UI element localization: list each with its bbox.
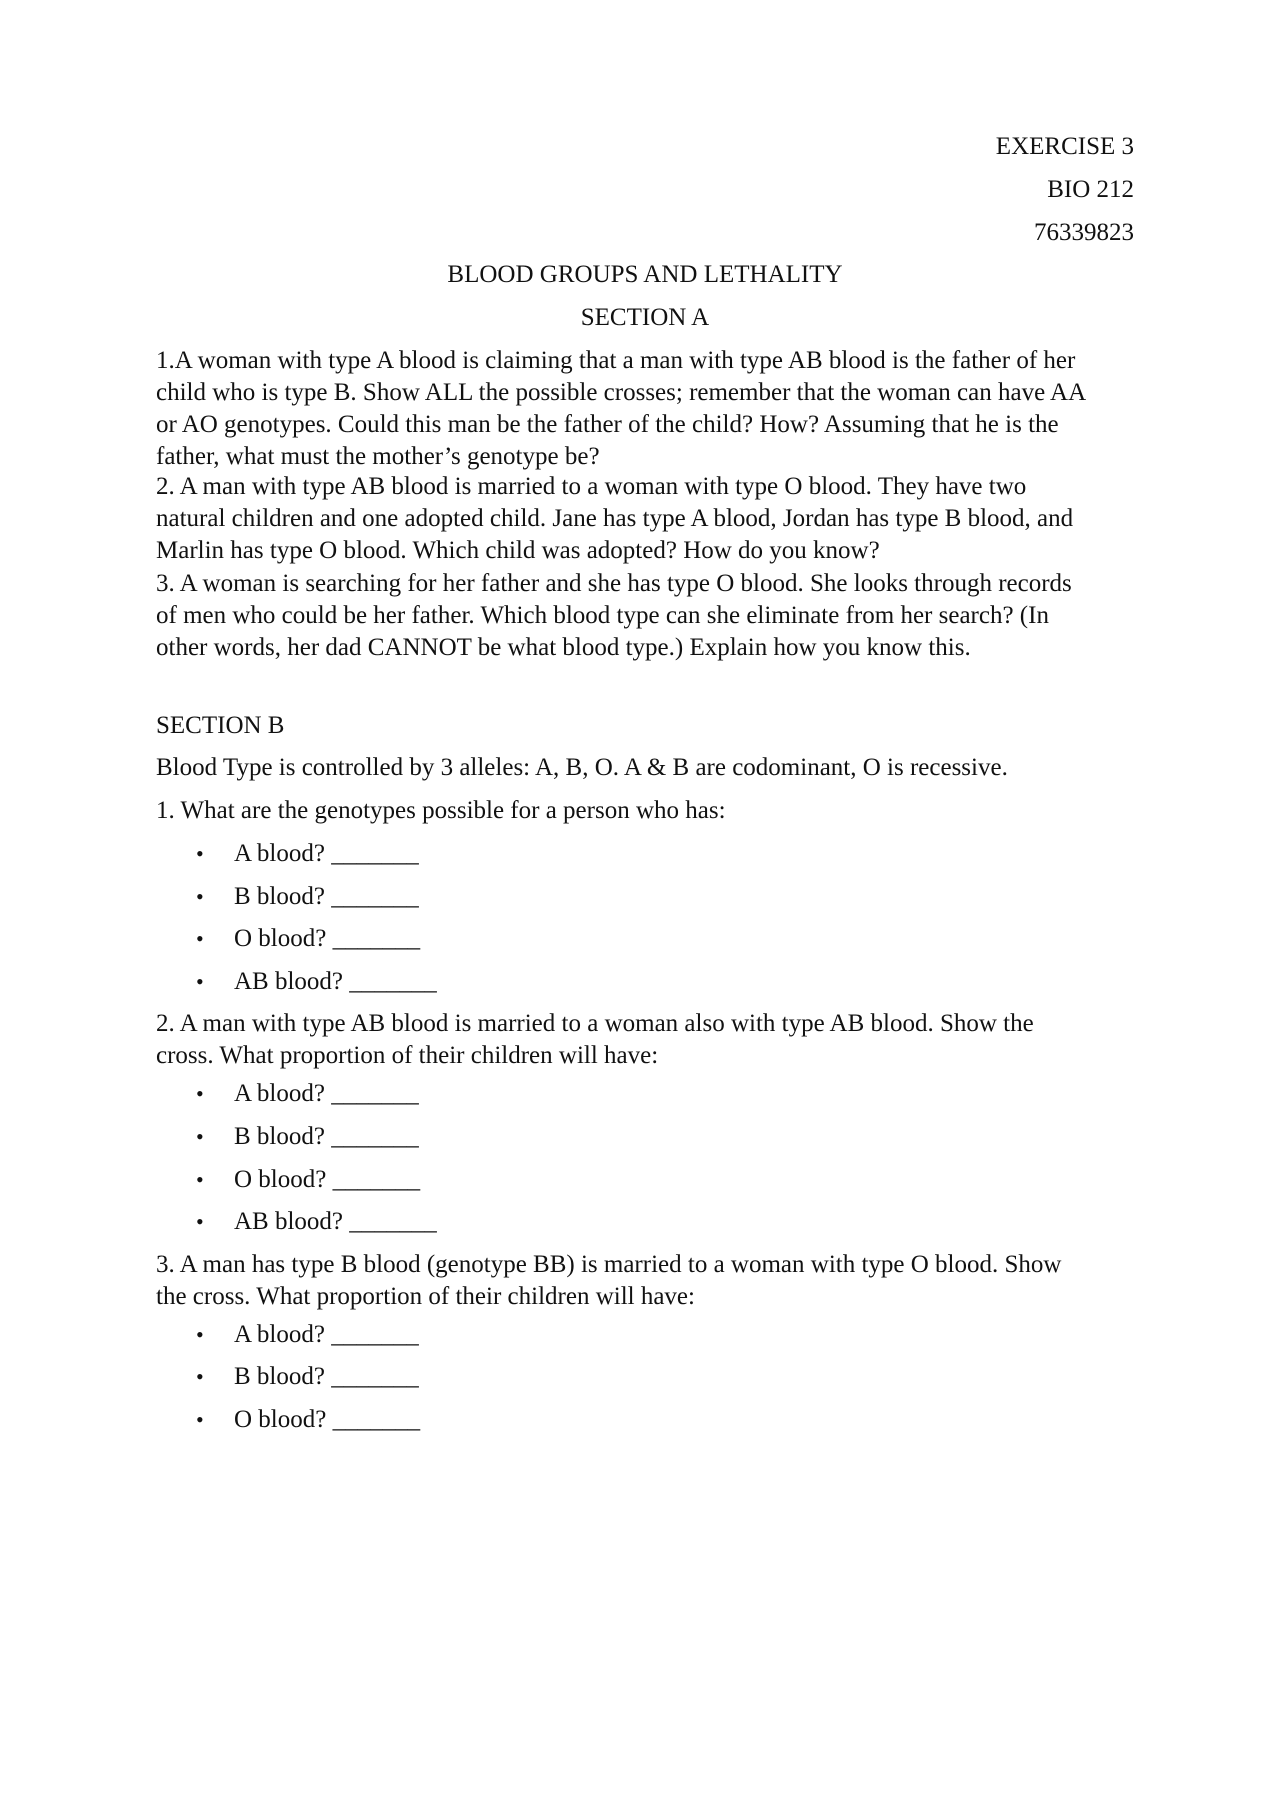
list-item <box>196 881 419 913</box>
bullet-text: O blood? _______ <box>234 925 421 952</box>
list-item <box>196 1319 419 1351</box>
section-a-question-1 <box>156 345 1134 473</box>
bullet-text: B blood? _______ <box>234 1363 419 1390</box>
bullet-icon: • <box>196 1322 204 1347</box>
bullet-icon: • <box>196 1124 204 1149</box>
bullet-icon: • <box>196 884 204 909</box>
section-a-question-2 <box>156 471 1134 567</box>
bullet-icon: • <box>196 969 204 994</box>
text-line: the cross. What proportion of their children will have: <box>156 1283 695 1310</box>
bullet-icon: • <box>196 1364 204 1389</box>
bullet-text: A blood? _______ <box>234 1321 419 1348</box>
bullet-icon: • <box>196 1081 204 1106</box>
section-a-heading: SECTION A <box>580 304 710 331</box>
section-a-question-3 <box>156 568 1134 664</box>
bullet-text: O blood? _______ <box>234 1166 421 1193</box>
bullet-icon: • <box>196 841 204 866</box>
text-line: natural children and one adopted child. Jane has type A blood, Jordan has type B blood, and <box>156 505 1074 532</box>
text-line: 2. A man with type AB blood is married to a woman with type O blood. They have two <box>156 473 1027 500</box>
list-item <box>196 1361 419 1393</box>
bullet-icon: • <box>196 1407 204 1432</box>
list-item <box>196 1206 437 1238</box>
exercise-label: EXERCISE 3 <box>995 133 1134 160</box>
bullet-text: AB blood? _______ <box>234 968 437 995</box>
bullet-text: O blood? _______ <box>234 1406 421 1433</box>
bullet-icon: • <box>196 1167 204 1192</box>
text-line: father, what must the mother’s genotype be? <box>156 443 600 470</box>
section-b-question-3 <box>156 1249 1134 1313</box>
bullet-text: A blood? _______ <box>234 840 419 867</box>
text-line: cross. What proportion of their children will have: <box>156 1042 659 1069</box>
text-line: child who is type B. Show ALL the possible crosses; remember that the woman can have AA <box>156 379 1087 406</box>
list-item <box>196 838 419 870</box>
section-b-question-1: 1. What are the genotypes possible for a person who has: <box>156 797 726 824</box>
list-item <box>196 1078 419 1110</box>
bullet-text: B blood? _______ <box>234 883 419 910</box>
bullet-text: B blood? _______ <box>234 1123 419 1150</box>
section-b-intro: Blood Type is controlled by 3 alleles: A, B, O. A & B are codominant, O is recessive. <box>156 754 1008 781</box>
list-item <box>196 1121 419 1153</box>
list-item <box>196 923 420 955</box>
list-item <box>196 1404 420 1436</box>
text-line: or AO genotypes. Could this man be the father of the child? How? Assuming that he is the <box>156 411 1059 438</box>
bullet-icon: • <box>196 926 204 951</box>
text-line: of men who could be her father. Which blood type can she eliminate from her search? (In <box>156 602 1049 629</box>
list-item <box>196 1164 420 1196</box>
section-b-heading: SECTION B <box>156 712 285 739</box>
text-line: Marlin has type O blood. Which child was adopted? How do you know? <box>156 537 880 564</box>
document-page <box>156 0 1134 1811</box>
student-id: 76339823 <box>1034 219 1134 246</box>
document-title: BLOOD GROUPS AND LETHALITY <box>447 261 843 288</box>
bullet-icon: • <box>196 1209 204 1234</box>
text-line: 3. A woman is searching for her father and she has type O blood. She looks through records <box>156 570 1072 597</box>
list-item <box>196 966 437 998</box>
text-line: 2. A man with type AB blood is married to a woman also with type AB blood. Show the <box>156 1010 1034 1037</box>
text-line: other words, her dad CANNOT be what blood type.) Explain how you know this. <box>156 634 971 661</box>
section-b-question-2 <box>156 1008 1134 1072</box>
bullet-text: A blood? _______ <box>234 1080 419 1107</box>
course-code: BIO 212 <box>1047 176 1134 203</box>
text-line: 3. A man has type B blood (genotype BB) is married to a woman with type O blood. Show <box>156 1251 1062 1278</box>
text-line: 1.A woman with type A blood is claiming that a man with type AB blood is the father of her <box>156 347 1076 374</box>
bullet-text: AB blood? _______ <box>234 1208 437 1235</box>
